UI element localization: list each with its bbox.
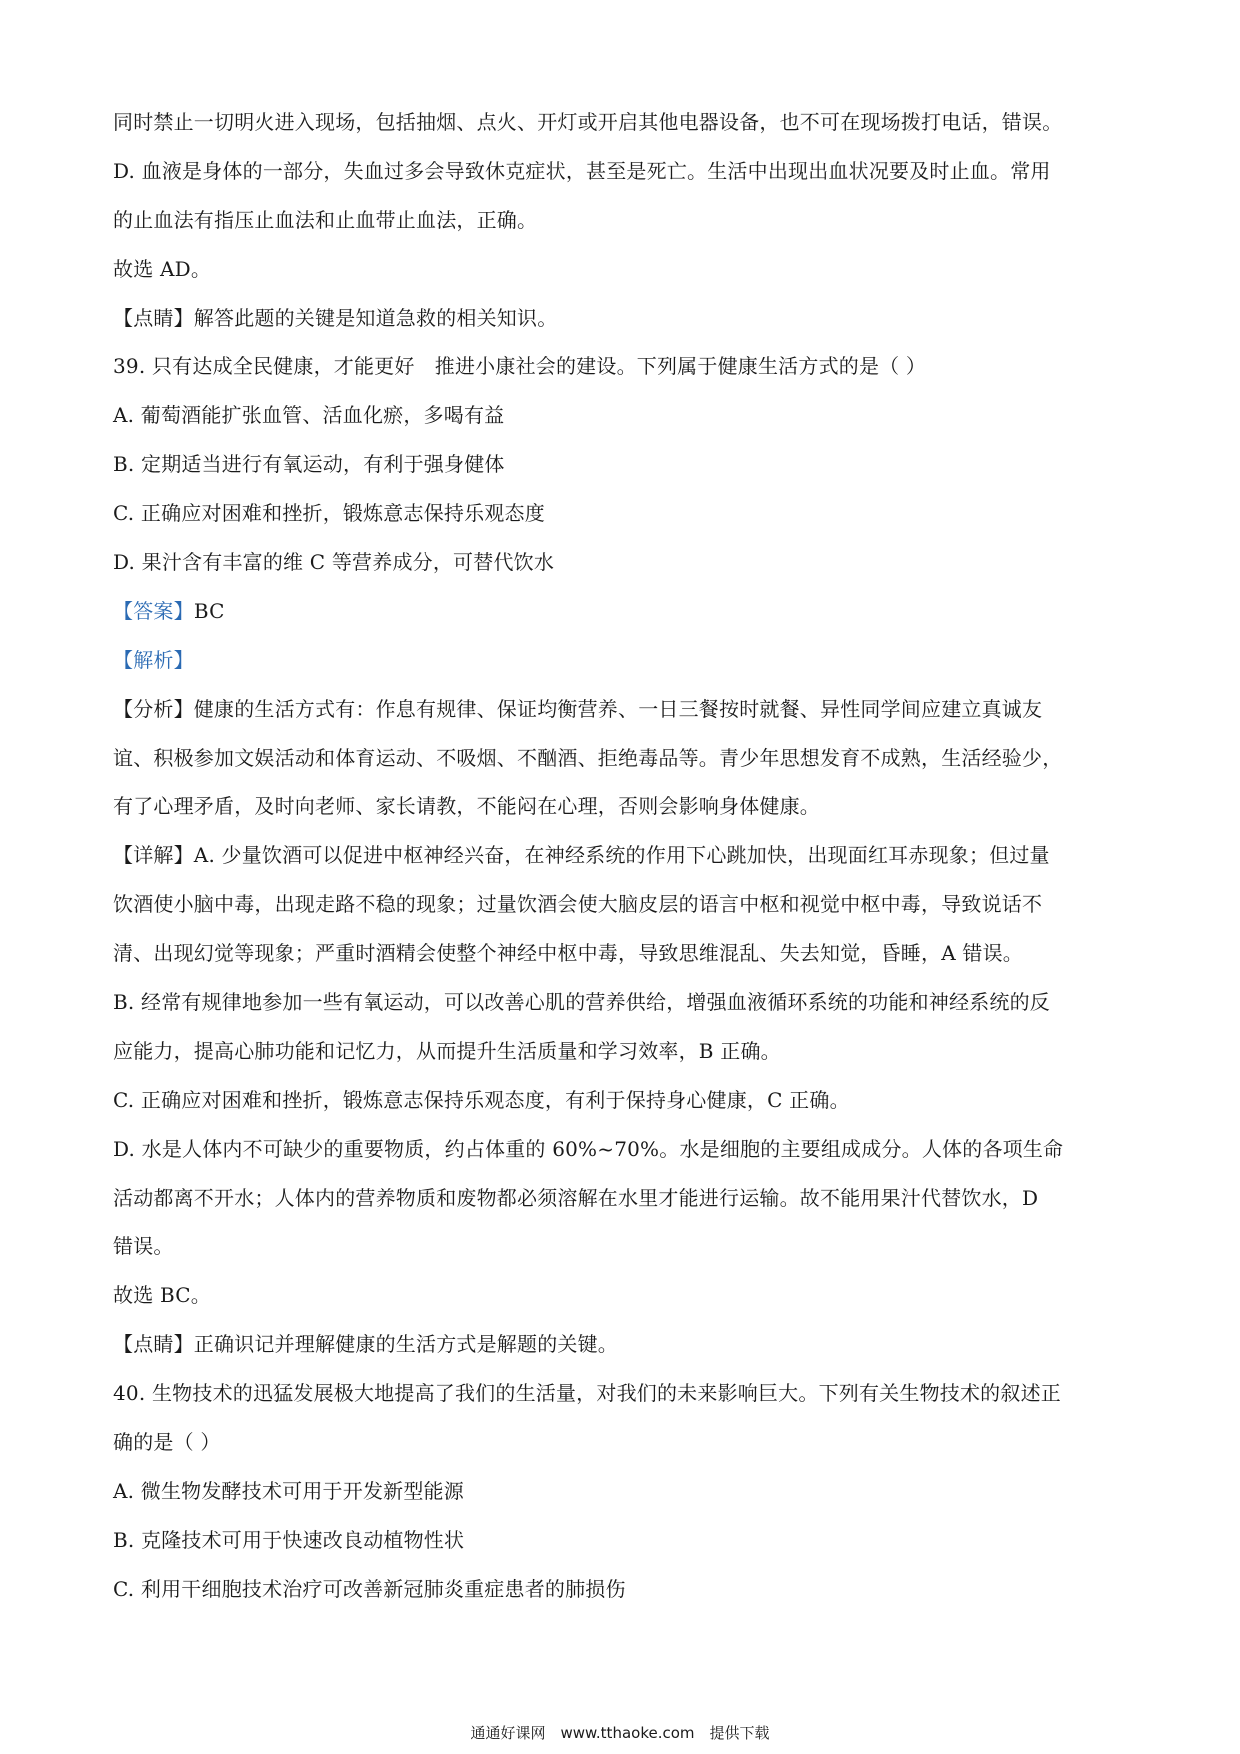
- option-c: C. 正确应对困难和挫折，锻炼意志保持乐观态度: [113, 501, 545, 526]
- text-line: 的止血法有指压止血法和止血带止血法，正确。: [113, 207, 538, 232]
- text-line: B. 经常有规律地参加一些有氧运动，可以改善心肌的营养供给，增强血液循环系统的功能和神经系统的反: [113, 990, 1051, 1015]
- text-line: 故选 BC。: [113, 1283, 211, 1308]
- text-line: 清、出现幻觉等现象；严重时酒精会使整个神经中枢中毒，导致思维混乱、失去知觉，昏睡，A 错误。: [113, 941, 1023, 966]
- text-line: 【点睛】解答此题的关键是知道急救的相关知识。: [113, 305, 558, 330]
- text-line: D. 血液是身体的一部分，失血过多会导致休克症状，甚至是死亡。生活中出现出血状况要及时止血。常用: [113, 158, 1051, 183]
- question-39-stem: 39. 只有达成全民健康，才能更好 推进小康社会的建设。下列属于健康生活方式的是（ ）: [113, 354, 927, 379]
- option-b: B. 克隆技术可用于快速改良动植物性状: [113, 1527, 465, 1552]
- text-line: D. 水是人体内不可缺少的重要物质，约占体重的 60%~70%。水是细胞的主要组成成分。人体的各项生命: [113, 1136, 1064, 1161]
- text-line: 故选 AD。: [113, 256, 212, 281]
- text-line: 活动都离不开水；人体内的营养物质和废物都必须溶解在水里才能进行运输。故不能用果汁代替饮水，D: [113, 1185, 1039, 1210]
- text-line: 错误。: [113, 1234, 174, 1259]
- question-40-stem-cont: 确的是（ ）: [113, 1430, 221, 1455]
- option-b: B. 定期适当进行有氧运动，有利于强身健体: [113, 452, 505, 477]
- option-a: A. 微生物发酵技术可用于开发新型能源: [113, 1478, 464, 1503]
- text-line: 【点睛】正确识记并理解健康的生活方式是解题的关键。: [113, 1332, 618, 1357]
- document-body: [113, 98, 1133, 1614]
- option-a: A. 葡萄酒能扩张血管、活血化瘀，多喝有益: [113, 403, 505, 428]
- option-c: C. 利用干细胞技术治疗可改善新冠肺炎重症患者的肺损伤: [113, 1576, 626, 1601]
- text-line: 有了心理矛盾，及时向老师、家长请教，不能闷在心理，否则会影响身体健康。: [113, 794, 820, 819]
- text-line: C. 正确应对困难和挫折，锻炼意志保持乐观态度，有利于保持身心健康，C 正确。: [113, 1087, 850, 1112]
- option-d: D. 果汁含有丰富的维 C 等营养成分，可替代饮水: [113, 550, 555, 575]
- answer-value: BC: [193, 598, 225, 623]
- text-line: 同时禁止一切明火进入现场，包括抽烟、点火、开灯或开启其他电器设备，也不可在现场拨打电话，错误。: [113, 110, 1063, 134]
- text-line: 应能力，提高心肺功能和记忆力，从而提升生活质量和学习效率，B 正确。: [113, 1038, 781, 1063]
- page-footer: 通通好课网 www.tthaoke.com 提供下载: [470, 1724, 770, 1742]
- text-line: 【分析】健康的生活方式有：作息有规律、保证均衡营养、一日三餐按时就餐、异性同学间应建立真诚友: [113, 696, 1043, 721]
- text-line: 谊、积极参加文娱活动和体育运动、不吸烟、不酗酒、拒绝毒品等。青少年思想发育不成熟，生活经验少，: [113, 745, 1063, 770]
- text-line: 【详解】A. 少量饮酒可以促进中枢神经兴奋，在神经系统的作用下心跳加快，出现面红耳赤现象；但过量: [113, 843, 1050, 868]
- answer-label: 【答案】: [113, 598, 194, 623]
- analysis-label: 【解析】: [113, 647, 194, 672]
- answer-line: [113, 587, 1133, 636]
- text-line: 饮酒使小脑中毒，出现走路不稳的现象；过量饮酒会使大脑皮层的语言中枢和视觉中枢中毒，导致说话不: [113, 892, 1043, 917]
- question-40-stem: 40. 生物技术的迅猛发展极大地提高了我们的生活量，对我们的未来影响巨大。下列有关生物技术的叙述正: [113, 1381, 1061, 1406]
